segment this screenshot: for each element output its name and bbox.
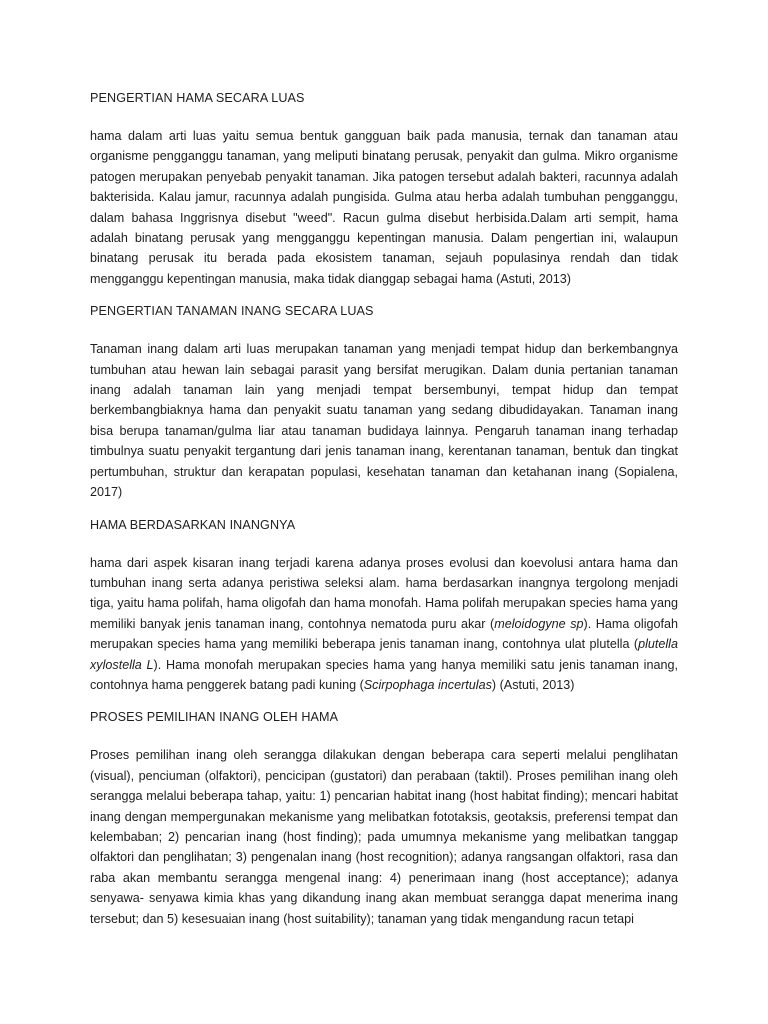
section-paragraph: [90, 553, 678, 696]
section-heading: PROSES PEMILIHAN INANG OLEH HAMA: [90, 710, 339, 725]
section-heading: HAMA BERDASARKAN INANGNYA: [90, 517, 296, 532]
paragraph-text: Tanaman inang dalam arti luas merupakan tanaman yang menjadi tempat hidup dan berkembangnya tumbuhan atau hewan lain sebagai parasit yang bersifat merugikan. Dalam dunia pertanian tanaman inang adalah tanaman lain yang menjadi tempat bersembunyi, tempat hidup dan tempat berkembangbiaknya hama dan penyakit suatu tanaman yang sedang dibudidayakan. Tanaman inang bisa berupa tanaman/gulma liar atau tanaman budidaya lainnya. Pengaruh tanaman inang terhadap timbulnya suatu penyakit tergantung dari jenis tanaman inang, kerentanan tanaman, bentuk dan tingkat pertumbuhan, struktur dan kerapatan populasi, kesehatan tanaman dan ketahanan inang (Sopialena, 2017): [90, 342, 678, 500]
section-proses-pemilihan-inang: [90, 707, 678, 929]
section-paragraph: [90, 745, 678, 929]
section-pengertian-tanaman-inang: [90, 301, 678, 502]
section-paragraph: [90, 339, 678, 502]
section-pengertian-hama: [90, 88, 678, 289]
paragraph-text: Proses pemilihan inang oleh serangga dilakukan dengan beberapa cara seperti melalui penglihatan (visual), penciuman (olfaktori), pencicipan (gustatori) dan perabaan (taktil). Proses pemilihan inang oleh serangga melalui beberapa tahap, yaitu: 1) pencarian habitat inang (host habitat finding); mencari habitat inang dengan mempergunakan mekanisme yang melibatkan fototaksis, geotaksis, preferensi tempat dan kelembaban; 2) pencarian inang (host finding); pada umumnya mekanisme yang melibatkan tanggap olfaktori dan penglihatan; 3) pengenalan inang (host recognition); adanya rangsangan olfaktori, rasa dan raba akan membantu serangga mengenal inang: 4) penerimaan inang (host acceptance); adanya senyawa- senyawa kimia khas yang dikandung inang akan membuat serangga dapat menerima inang tersebut; dan 5) kesesuaian inang (host suitability); tanaman yang tidak mengandung racun tetapi: [90, 748, 678, 926]
paragraph-text: ). Hama oligofah merupakan species hama yang memiliki beberapa jenis tanaman inang, contohnya ulat plutella (: [90, 616, 679, 652]
paragraph-text: ). Hama monofah merupakan species hama yang hanya memiliki satu jenis tanaman inang, contohnya hama penggerek batang padi kuning (: [90, 657, 678, 692]
section-paragraph: [90, 126, 678, 289]
species-name: Scirpophaga incertulas: [363, 677, 492, 692]
paragraph-text: hama dalam arti luas yaitu semua bentuk gangguan baik pada manusia, ternak dan tanaman atau organisme pengganggu tanaman, yang meliputi binatang perusak, penyakit dan gulma. Mikro organisme patogen merupakan penyebab penyakit tanaman. Jika patogen tersebut adalah bakteri, racunnya adalah bakterisida. Kalau jamur, racunnya adalah pungisida. Gulma atau herba adalah tumbuhan pengganggu, dalam bahasa Inggrisnya disebut "weed". Racun gulma disebut herbisida.Dalam arti sempit, hama adalah binatang perusak yang mengganggu kepentingan manusia. Dalam pengertian ini, walaupun binatang perusak itu berada pada ekosistem tanaman, sejauh populasinya rendah dan tidak mengganggu kepentingan manusia, maka tidak dianggap sebagai hama (Astuti, 2013): [90, 129, 678, 286]
section-hama-berdasarkan-inang: [90, 515, 678, 696]
section-heading: PENGERTIAN HAMA SECARA LUAS: [90, 91, 305, 105]
species-name: meloidogyne sp: [494, 616, 584, 631]
section-heading: PENGERTIAN TANAMAN INANG SECARA LUAS: [90, 304, 374, 319]
species-name: plutella xylostella L: [90, 637, 678, 672]
paragraph-text: ) (Astuti, 2013): [491, 677, 575, 692]
paragraph-text: hama dari aspek kisaran inang terjadi karena adanya proses evolusi dan koevolusi antara hama dan tumbuhan inang serta adanya peristiwa seleksi alam. hama berdasarkan inangnya tergolong menjadi tiga, yaitu hama polifah, hama oligofah dan hama monofah. Hama polifah merupakan species hama yang memiliki banyak jenis tanaman inang, contohnya nematoda puru akar (: [90, 555, 678, 631]
document-page: [90, 88, 678, 941]
